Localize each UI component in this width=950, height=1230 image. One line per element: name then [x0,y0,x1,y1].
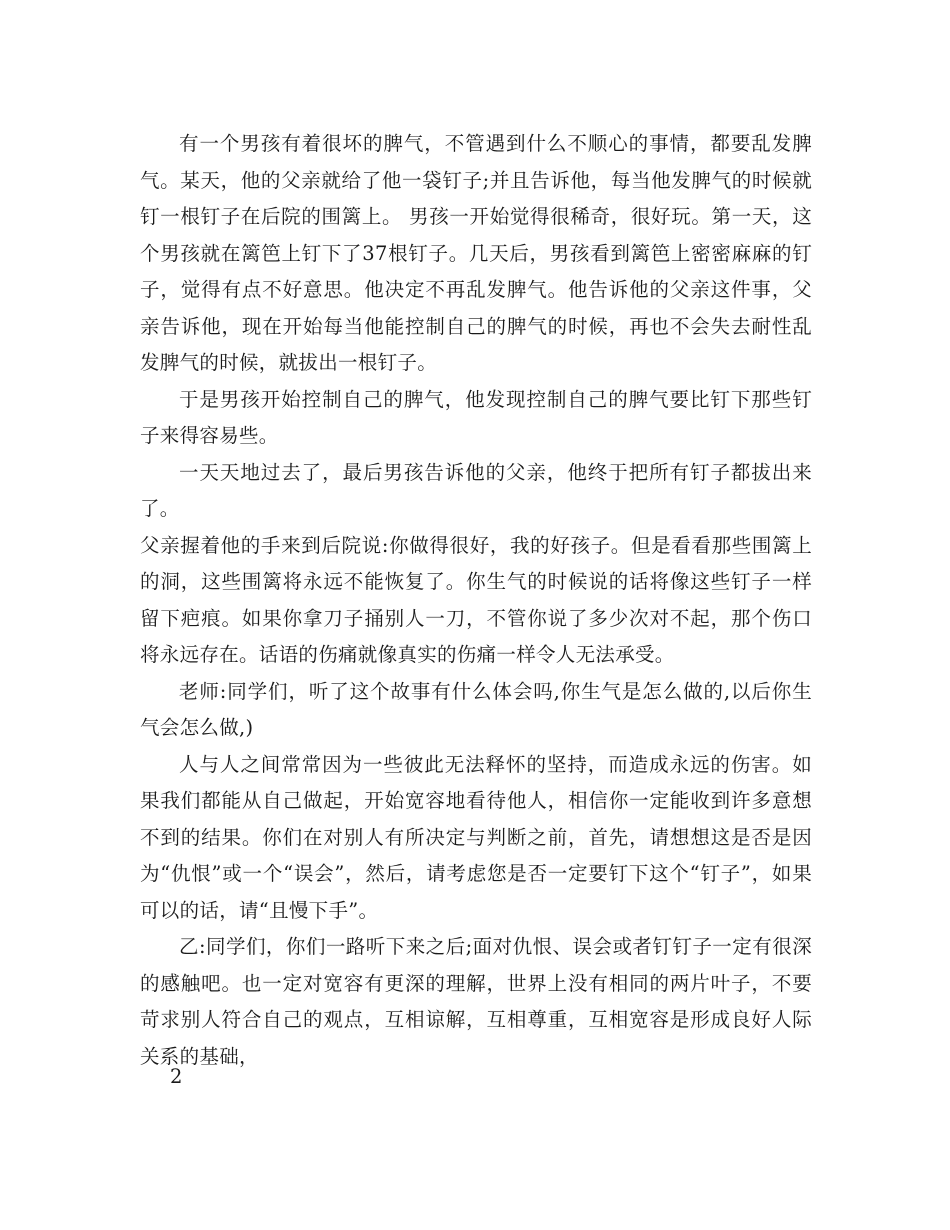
paragraph-father-speech: 父亲握着他的手来到后院说:你做得很好，我的好孩子。但是看看那些围篱上的洞，这些围篱将永远不能恢复了。你生气的时候说的话将像这些钉子一样留下疤痕。如果你拿刀子捅别人一刀，不管你说了多少次对不起，那个伤口将永远存在。话语的伤痛就像真实的伤痛一样令人无法承受。 [140,533,812,666]
paragraph-control-temper: 于是男孩开始控制自己的脾气，他发现控制自己的脾气要比钉下那些钉子来得容易些。 [140,387,812,447]
paragraph-nail-story: 有一个男孩有着很坏的脾气，不管遇到什么不顺心的事情，都要乱发脾气。某天，他的父亲就给了他一袋钉子;并且告诉他，每当他发脾气的时候就钉一根钉子在后院的围篱上。 男孩一开始觉得很稀奇，很好玩。第一天，这个男孩就在篱笆上钉下了37根钉子。几天后，男孩看到篱笆上密密麻麻的钉子，觉得有点不好意思。他决定不再乱发脾气。他告诉他的父亲这件事，父亲告诉他，现在开始每当他能控制自己的脾气的时候，再也不会失去耐性乱发脾气的时候，就拔出一根钉子。 [140,132,812,374]
paragraph-tolerance: 人与人之间常常因为一些彼此无法释怀的坚持，而造成永远的伤害。如果我们都能从自己做起，开始宽容地看待他人，相信你一定能收到许多意想不到的结果。你们在对别人有所决定与判断之前，首先，请想想这是否是因为“仇恨”或一个“误会”，然后，请考虑您是否一定要钉下这个“钉子”，如果可以的话，请“且慢下手”。 [140,752,812,922]
paragraph-student-b: 乙:同学们，你们一路听下来之后;面对仇恨、误会或者钉钉子一定有很深的感触吧。也一定对宽容有更深的理解，世界上没有相同的两片叶子，不要苛求别人符合自己的观点，互相谅解，互相尊重，互相宽容是形成良好人际关系的基础， [140,935,812,1068]
paragraph-teacher-question: 老师:同学们，听了这个故事有什么体会吗,你生气是怎么做的,以后你生气会怎么做,) [140,679,812,739]
page-number: 2 [170,1065,183,1088]
paragraph-days-passed: 一天天地过去了，最后男孩告诉他的父亲，他终于把所有钉子都拔出来了。 [140,460,812,520]
document-body [140,126,812,1075]
